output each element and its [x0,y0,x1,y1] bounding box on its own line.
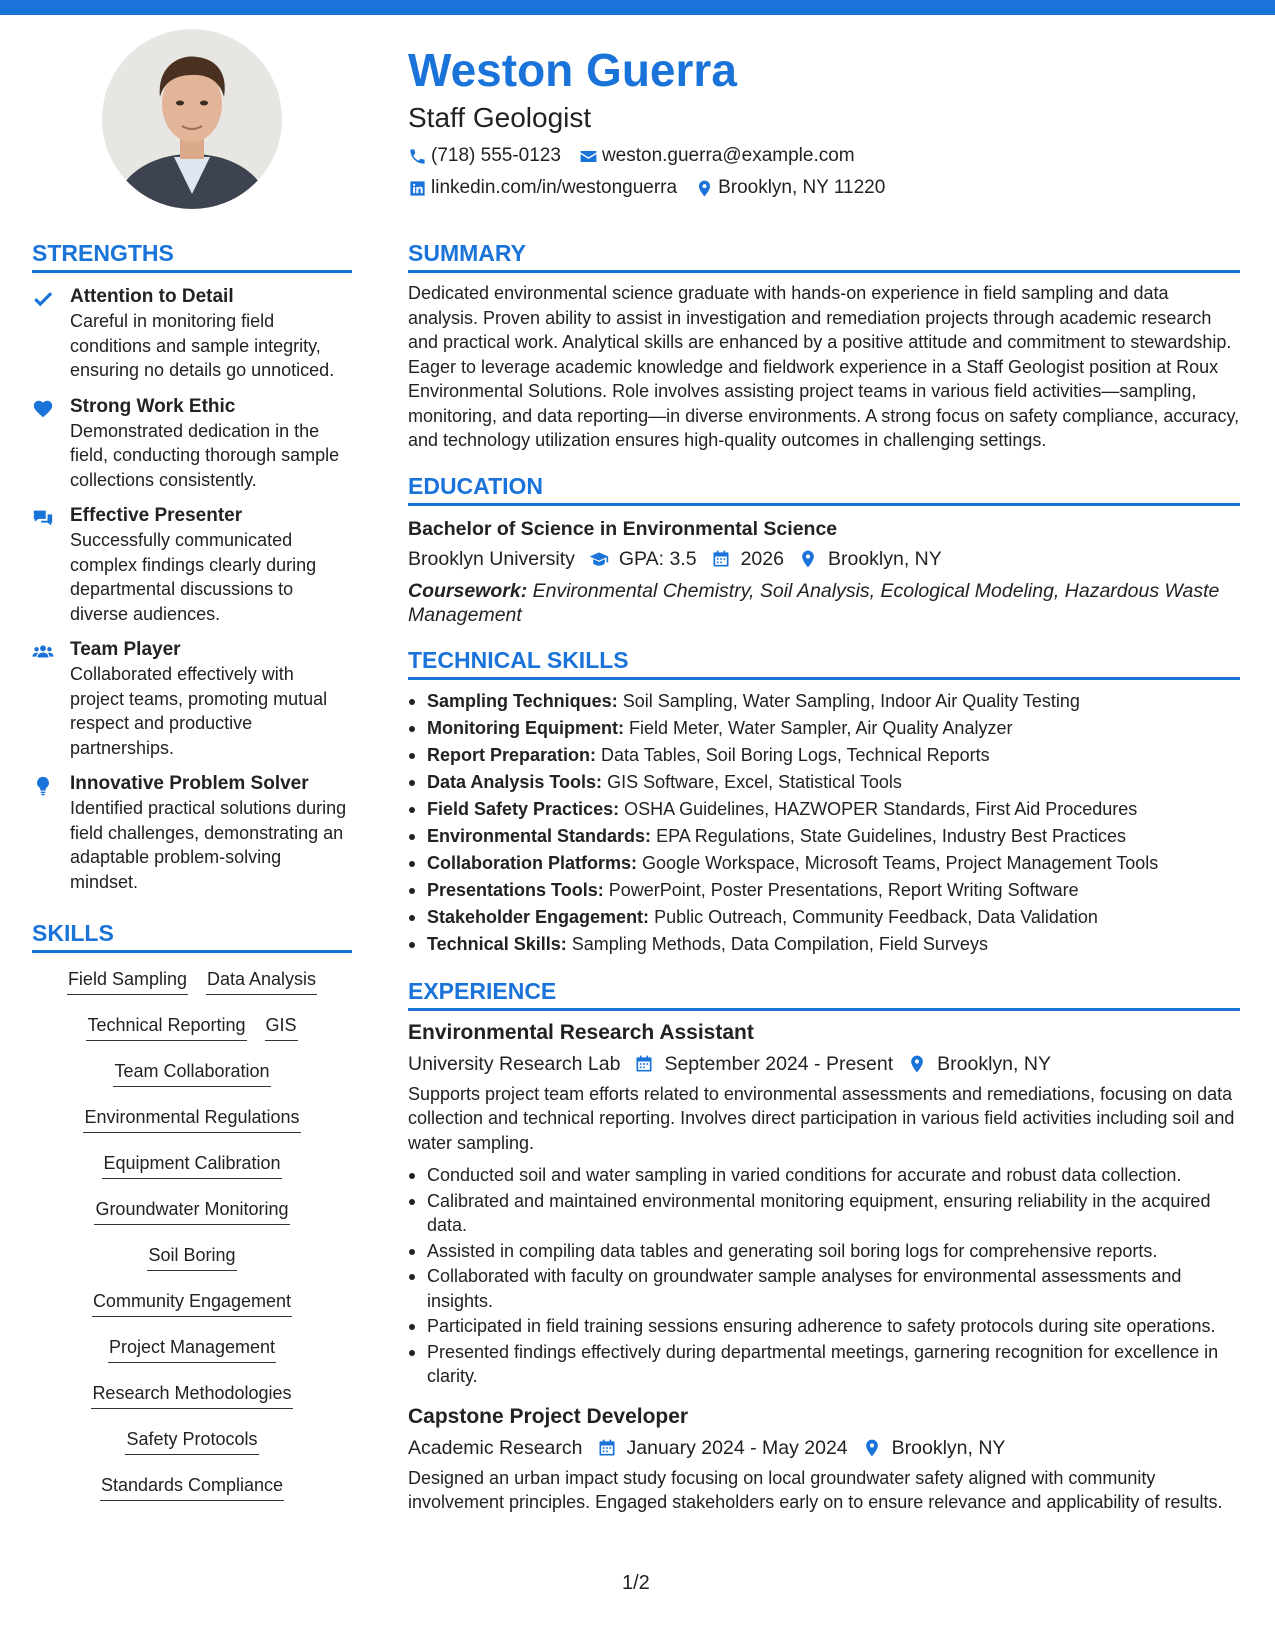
phone-text: (718) 555-0123 [431,145,561,166]
technical-skill-item [408,742,1240,769]
calendar-icon [711,549,731,569]
job-org [408,1434,583,1462]
strength-item [32,395,352,493]
right-column [408,238,1240,1515]
tech-skill-label: Presentations Tools: [427,879,604,900]
job-bullet: Assisted in compiling data tables and generating soil boring logs for comprehensive reports. [408,1239,1240,1264]
education-year [711,545,784,573]
tech-skill-value: Data Tables, Soil Boring Logs, Technical Reports [601,744,990,765]
technical-skill-item [408,688,1240,715]
job-meta [408,1050,1240,1078]
school-name: Brooklyn University [408,547,575,570]
coursework-text: Environmental Chemistry, Soil Analysis, Ecological Modeling, Hazardous Waste Management [408,579,1220,626]
job-bullet: Presented findings effectively during departmental meetings, garnering recognition for excellence in clarity. [408,1340,1240,1389]
tech-skill-label: Technical Skills: [427,933,567,954]
tech-skill-value: Sampling Methods, Data Compilation, Field Surveys [571,933,988,954]
strength-desc: Careful in monitoring field conditions and sample integrity, ensuring no details go unnoticed. [70,311,335,380]
comments-icon [32,507,54,529]
strength-title: Attention to Detail [70,286,234,307]
education-school [408,545,575,573]
tech-skill-value: Google Workspace, Microsoft Teams, Project Management Tools [642,852,1159,873]
tech-skill-label: Report Preparation: [427,744,597,765]
phone-contact[interactable] [408,144,561,168]
tech-skill-value: GIS Software, Excel, Statistical Tools [607,771,902,792]
coursework-label: Coursework: [408,579,528,602]
job-description: Supports project team efforts related to environmental assessments and remediations, focusing on data collection and technical reporting. Involves direct participation in various field activities including soil and water sampling. [408,1083,1235,1153]
job-location-text: Brooklyn, NY [937,1052,1051,1075]
summary-heading: SUMMARY [408,238,1240,273]
technical-skills-list [408,688,1240,958]
skill-tag: GIS [265,1013,298,1041]
gpa-text: GPA: 3.5 [618,547,697,570]
job-dates [634,1050,893,1078]
tech-skill-value: Public Outreach, Community Feedback, Data Validation [654,906,1098,927]
skill-tag: Community Engagement [92,1289,292,1317]
job-meta [408,1434,1240,1462]
candidate-title: Staff Geologist [408,102,592,133]
experience-section [408,976,1240,1515]
strength-item [32,285,352,383]
profile-photo-image [102,29,282,209]
calendar-icon [634,1054,654,1074]
check-icon [32,288,54,310]
education-gpa [589,545,697,573]
skill-tag: Team Collaboration [113,1059,270,1087]
technical-skill-item [408,931,1240,958]
tech-skill-label: Sampling Techniques: [427,690,618,711]
job-location [862,1434,1006,1462]
tech-skill-label: Stakeholder Engagement: [427,906,650,927]
technical-skill-item [408,850,1240,877]
strength-item [32,638,352,760]
top-accent-bar [0,0,1275,15]
education-degree: Bachelor of Science in Environmental Science [408,517,838,540]
job-location [907,1050,1051,1078]
education-heading: EDUCATION [408,471,1240,506]
job-entry [408,1019,1240,1389]
skill-tag: Technical Reporting [86,1013,246,1041]
job-bullets [408,1163,1240,1389]
job-location-text: Brooklyn, NY [891,1436,1006,1459]
map-marker-icon [907,1054,927,1074]
technical-skill-item [408,715,1240,742]
skills-list [32,967,352,1519]
skill-tag: Project Management [108,1335,276,1363]
left-column [32,238,352,1519]
map-marker-icon [862,1438,882,1458]
summary-text: Dedicated environmental science graduate with hands-on experience in field sampling and data analysis. Proven ability to assist in investigation and remediation projects through academic research and practical work. Analytical skills are enhanced by a positive attitude and commitment to stewardship. Eager to leverage academic knowledge and fieldwork experience in a Staff Geologist position at Roux Environmental Solutions. Role involves assisting project teams in various field activities—sampling, monitoring, and data reporting—in diverse environments. A strong focus on safety compliance, accuracy, and technology utilization ensures high-quality outcomes in challenging settings. [408,283,1240,450]
job-entry [408,1403,1240,1515]
experience-heading: EXPERIENCE [408,976,1240,1011]
email-contact[interactable] [579,144,855,168]
candidate-name: Weston Guerra [408,44,737,96]
job-org [408,1050,620,1078]
skill-tag: Equipment Calibration [102,1151,281,1179]
skill-tag: Environmental Regulations [83,1105,300,1133]
linkedin-contact[interactable] [408,176,677,200]
education-section [408,471,1240,627]
resume-header [408,42,1238,200]
skill-tag: Field Sampling [67,967,188,995]
education-location-text: Brooklyn, NY [827,547,942,570]
skill-tag: Soil Boring [147,1243,236,1271]
strength-desc: Collaborated effectively with project teams, promoting mutual respect and productive partnerships. [70,664,328,758]
linkedin-icon [408,179,427,198]
skill-tag: Safety Protocols [125,1427,258,1455]
skill-tag: Groundwater Monitoring [94,1197,289,1225]
strength-title: Effective Presenter [70,505,243,526]
job-title: Capstone Project Developer [408,1404,689,1428]
job-dates-text: January 2024 - May 2024 [626,1436,848,1459]
tech-skill-value: Soil Sampling, Water Sampling, Indoor Air Quality Testing [622,690,1080,711]
lightbulb-icon [32,775,54,797]
coursework [408,579,1240,627]
job-org-text: University Research Lab [408,1052,621,1075]
technical-skill-item [408,823,1240,850]
tech-skill-label: Field Safety Practices: [427,798,620,819]
job-dates-text: September 2024 - Present [664,1052,894,1075]
tech-skill-label: Environmental Standards: [427,825,652,846]
linkedin-text: linkedin.com/in/westonguerra [431,177,678,198]
job-description: Designed an urban impact study focusing on local groundwater safety aligned with community involvement principles. Engaged stakeholders early on to ensure relevance and applicability of results. [408,1467,1223,1512]
technical-skill-item [408,796,1240,823]
strengths-heading: STRENGTHS [32,238,352,273]
tech-skill-label: Monitoring Equipment: [427,717,624,738]
technical-skill-item [408,904,1240,931]
tech-skill-value: EPA Regulations, State Guidelines, Industry Best Practices [656,825,1126,846]
technical-skills-heading: TECHNICAL SKILLS [408,645,1240,680]
strength-title: Innovative Problem Solver [70,773,309,794]
skills-heading: SKILLS [32,918,352,953]
job-bullet: Calibrated and maintained environmental monitoring equipment, ensuring reliability in the acquired data. [408,1189,1240,1238]
strength-item [32,772,352,894]
graduation-cap-icon [589,549,609,569]
page-number: 1/2 [622,1572,650,1594]
technical-skill-item [408,769,1240,796]
skill-tag: Data Analysis [206,967,317,995]
job-org-text: Academic Research [408,1436,583,1459]
tech-skill-label: Collaboration Platforms: [427,852,638,873]
education-location [798,545,942,573]
strength-title: Team Player [70,639,181,660]
strength-item [32,504,352,626]
location-text: Brooklyn, NY 11220 [718,177,886,198]
strength-desc: Identified practical solutions during field challenges, demonstrating an adaptable problem-solving mindset. [70,798,347,892]
strength-title: Strong Work Ethic [70,395,236,417]
phone-icon [408,147,427,166]
tech-skill-value: Field Meter, Water Sampler, Air Quality Analyzer [628,717,1013,738]
job-bullet: Participated in field training sessions ensuring adherence to safety protocols during site operations. [408,1314,1240,1339]
strength-desc: Demonstrated dedication in the field, conducting thorough sample collections consistently. [70,420,340,490]
strengths-list [32,285,352,894]
location-contact [695,176,885,200]
envelope-icon [579,147,598,166]
contact-row-1 [408,144,1238,168]
year-text: 2026 [740,547,784,570]
tech-skill-value: PowerPoint, Poster Presentations, Report Writing Software [608,879,1079,900]
map-marker-icon [695,179,714,198]
job-bullet: Conducted soil and water sampling in varied conditions for accurate and robust data collection. [408,1163,1240,1188]
education-meta [408,545,1240,573]
contact-row-2 [408,176,1238,200]
job-bullet: Collaborated with faculty on groundwater sample analyses for environmental assessments and insights. [408,1264,1240,1313]
job-dates [597,1434,848,1462]
heart-icon [32,398,54,420]
job-title: Environmental Research Assistant [408,1020,754,1044]
profile-photo [102,29,282,209]
tech-skill-value: OSHA Guidelines, HAZWOPER Standards, First Aid Procedures [624,798,1138,819]
users-icon [32,641,54,663]
technical-skills-section [408,645,1240,958]
skill-tag: Standards Compliance [100,1473,284,1501]
technical-skill-item [408,877,1240,904]
tech-skill-label: Data Analysis Tools: [427,771,603,792]
email-text: weston.guerra@example.com [601,145,855,166]
strength-desc: Successfully communicated complex findings clearly during departmental discussions to diverse audiences. [70,530,317,624]
calendar-icon [597,1438,617,1458]
map-marker-icon [798,549,818,569]
skill-tag: Research Methodologies [91,1381,292,1409]
